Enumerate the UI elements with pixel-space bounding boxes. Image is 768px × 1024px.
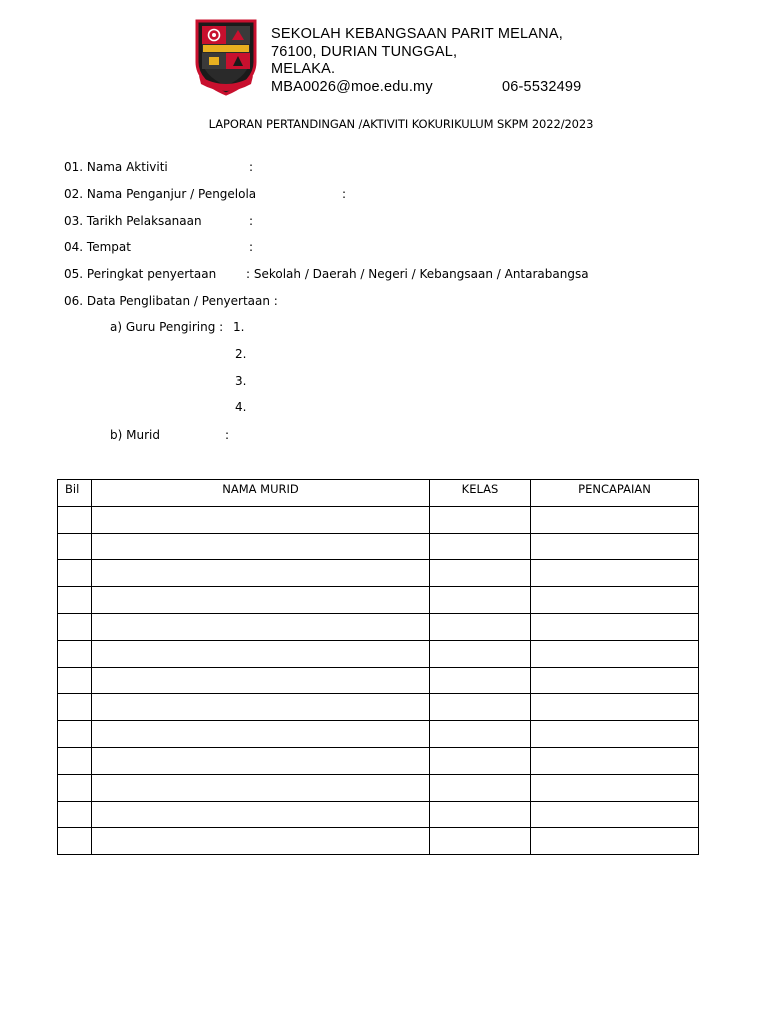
- cell-kelas[interactable]: [430, 587, 531, 614]
- murid-table: [57, 479, 699, 855]
- school-header: [271, 26, 582, 96]
- cell-pencapaian[interactable]: [531, 613, 699, 640]
- cell-pencapaian[interactable]: [531, 801, 699, 828]
- table-row: [58, 667, 699, 694]
- cell-kelas[interactable]: [430, 774, 531, 801]
- cell-bil[interactable]: [58, 640, 92, 667]
- school-crest-logo: [193, 18, 259, 96]
- cell-bil[interactable]: [58, 506, 92, 533]
- cell-nama-murid[interactable]: [92, 774, 430, 801]
- field-nama-penganjur: 02. Nama Penganjur / Pengelola :: [64, 187, 347, 201]
- table-row: [58, 747, 699, 774]
- cell-bil[interactable]: [58, 694, 92, 721]
- guru-number: 2.: [235, 347, 247, 361]
- cell-pencapaian[interactable]: [531, 694, 699, 721]
- cell-kelas[interactable]: [430, 506, 531, 533]
- cell-nama-murid[interactable]: [92, 560, 430, 587]
- school-address: 76100, DURIAN TUNGGAL,: [271, 43, 458, 60]
- table-row: [58, 506, 699, 533]
- cell-kelas[interactable]: [430, 721, 531, 748]
- cell-bil[interactable]: [58, 747, 92, 774]
- table-row: [58, 828, 699, 855]
- school-contact: [271, 78, 582, 97]
- school-name: SEKOLAH KEBANGSAAN PARIT MELANA,: [271, 26, 563, 42]
- cell-nama-murid[interactable]: [92, 506, 430, 533]
- cell-kelas[interactable]: [430, 694, 531, 721]
- table-row: [58, 613, 699, 640]
- school-state: MELAKA.: [271, 61, 336, 77]
- cell-kelas[interactable]: [430, 613, 531, 640]
- table-row: [58, 640, 699, 667]
- cell-pencapaian[interactable]: [531, 560, 699, 587]
- table-row: [58, 587, 699, 614]
- guru-number: 4.: [235, 400, 247, 414]
- field-data-penglibatan: 06. Data Penglibatan / Penyertaan :: [64, 294, 278, 308]
- cell-pencapaian[interactable]: [531, 667, 699, 694]
- guru-pengiring-label: a) Guru Pengiring :: [110, 320, 224, 334]
- cell-nama-murid[interactable]: [92, 613, 430, 640]
- column-header-kelas: KELAS: [430, 480, 531, 507]
- cell-pencapaian[interactable]: [531, 721, 699, 748]
- cell-kelas[interactable]: [430, 640, 531, 667]
- school-phone: 06-5532499: [502, 78, 582, 95]
- table-row: [58, 774, 699, 801]
- cell-nama-murid[interactable]: [92, 694, 430, 721]
- cell-bil[interactable]: [58, 801, 92, 828]
- murid-label: b) Murid :: [110, 428, 230, 442]
- cell-bil[interactable]: [58, 613, 92, 640]
- cell-bil[interactable]: [58, 721, 92, 748]
- cell-nama-murid[interactable]: [92, 801, 430, 828]
- cell-pencapaian[interactable]: [531, 506, 699, 533]
- field-peringkat-penyertaan: 05. Peringkat penyertaan : Sekolah / Daerah / Negeri / Kebangsaan / Antarabangsa: [64, 267, 589, 281]
- table-row: [58, 694, 699, 721]
- field-tempat: 04. Tempat :: [64, 240, 254, 254]
- cell-nama-murid[interactable]: [92, 747, 430, 774]
- cell-bil[interactable]: [58, 774, 92, 801]
- cell-bil[interactable]: [58, 667, 92, 694]
- cell-pencapaian[interactable]: [531, 640, 699, 667]
- table-row: [58, 721, 699, 748]
- cell-kelas[interactable]: [430, 828, 531, 855]
- table-row: [58, 533, 699, 560]
- cell-pencapaian[interactable]: [531, 587, 699, 614]
- cell-kelas[interactable]: [430, 667, 531, 694]
- cell-nama-murid[interactable]: [92, 828, 430, 855]
- school-email[interactable]: MBA0026@moe.edu.my: [271, 78, 433, 95]
- cell-kelas[interactable]: [430, 533, 531, 560]
- cell-bil[interactable]: [58, 560, 92, 587]
- peringkat-options: : Sekolah / Daerah / Negeri / Kebangsaan / Antarabangsa: [246, 267, 589, 281]
- cell-pencapaian[interactable]: [531, 533, 699, 560]
- column-header-bil: Bil: [58, 480, 92, 507]
- field-tarikh-pelaksanaan: 03. Tarikh Pelaksanaan :: [64, 214, 254, 228]
- cell-nama-murid[interactable]: [92, 721, 430, 748]
- guru-number: 3.: [235, 374, 247, 388]
- guru-number: 1.: [233, 320, 245, 334]
- cell-nama-murid[interactable]: [92, 640, 430, 667]
- cell-pencapaian[interactable]: [531, 774, 699, 801]
- column-header-nama-murid: NAMA MURID: [92, 480, 430, 507]
- column-header-pencapaian: PENCAPAIAN: [531, 480, 699, 507]
- table-row: [58, 560, 699, 587]
- cell-nama-murid[interactable]: [92, 587, 430, 614]
- cell-kelas[interactable]: [430, 560, 531, 587]
- field-nama-aktiviti: 01. Nama Aktiviti :: [64, 160, 254, 174]
- table-row: [58, 801, 699, 828]
- cell-kelas[interactable]: [430, 801, 531, 828]
- cell-nama-murid[interactable]: [92, 667, 430, 694]
- cell-pencapaian[interactable]: [531, 828, 699, 855]
- cell-nama-murid[interactable]: [92, 533, 430, 560]
- cell-pencapaian[interactable]: [531, 747, 699, 774]
- cell-bil[interactable]: [58, 828, 92, 855]
- cell-bil[interactable]: [58, 533, 92, 560]
- table-header-row: [58, 480, 699, 507]
- cell-kelas[interactable]: [430, 747, 531, 774]
- document-title: LAPORAN PERTANDINGAN /AKTIVITI KOKURIKULUM SKPM 2022/2023: [208, 117, 594, 131]
- cell-bil[interactable]: [58, 587, 92, 614]
